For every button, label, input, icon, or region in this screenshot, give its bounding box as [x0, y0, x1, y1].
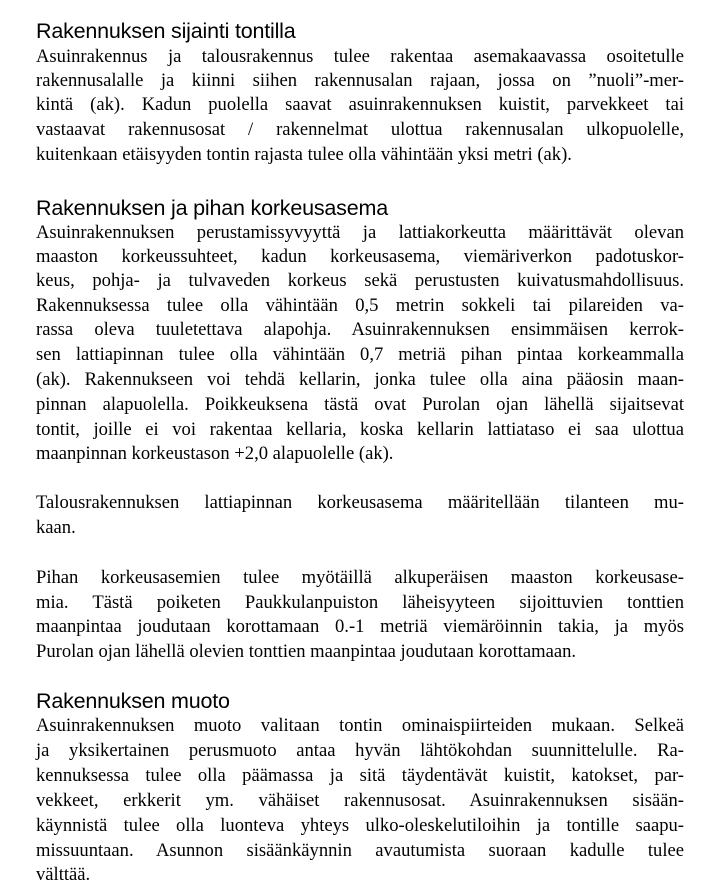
text-line: vastaavat rakennusosat / rakennelmat ulottua rakennusalan ulkopuolelle,	[36, 119, 684, 140]
text-line: Talousrakennuksen lattiapinnan korkeusasema määritellään tilanteen mu-	[36, 492, 684, 513]
text-line: missuuntaan. Asunnon sisäänkäynnin avautumista suoraan kadulle tulee	[36, 840, 684, 861]
text-line: Pihan korkeusasemien tulee myötäillä alkuperäisen maaston korkeusase-	[36, 567, 684, 588]
text-line: rakennusalalle ja kiinni siihen rakennusalan rajaan, jossa on ”nuoli”-mer-	[36, 70, 684, 91]
text-line: maanpinnan korkeustason +2,0 alapuolelle (ak).	[36, 443, 394, 464]
text-line: Asuinrakennus ja talousrakennus tulee rakentaa asemakaavassa osoitetulle	[36, 46, 684, 67]
text-line: mia. Tästä poiketen Paukkulanpuiston läheisyyteen sijoittuvien tonttien	[36, 592, 684, 613]
text-line: keus, pohja- ja tulvaveden korkeus sekä perustusten kuivatusmahdollisuus.	[36, 270, 684, 291]
text-line: pinnan alapuolella. Poikkeuksena tästä ovat Purolan ojan lähellä sijaitsevat	[36, 394, 684, 415]
section-heading-location: Rakennuksen sijainti tontilla	[36, 19, 296, 43]
text-line: tontit, joille ei voi rakentaa kellaria, koska kellarin lattiataso ei saa ulottua	[36, 419, 684, 440]
text-line: maaston korkeussuhteet, kadun korkeusasema, viemäriverkon padotuskor-	[36, 246, 684, 267]
text-line: Asuinrakennuksen muoto valitaan tontin ominaispiirteiden mukaan. Selkeä	[36, 715, 684, 736]
text-line: sen lattiapinnan tulee olla vähintään 0,7 metriä pihan pintaa korkeammalla	[36, 344, 684, 365]
text-line: Rakennuksessa tulee olla vähintään 0,5 metrin sokkeli tai pilareiden va-	[36, 295, 684, 316]
text-line: rassa oleva tuuletettava alapohja. Asuinrakennuksen ensimmäisen kerrok-	[36, 319, 684, 340]
section-heading-elevation: Rakennuksen ja pihan korkeusasema	[36, 196, 388, 220]
text-line: (ak). Rakennukseen voi tehdä kellarin, jonka tulee olla aina pääosin maan-	[36, 369, 684, 390]
text-line: välttää.	[36, 864, 91, 885]
text-line: vekkeet, erkkerit ym. vähäiset rakennusosat. Asuinrakennuksen sisään-	[36, 790, 684, 811]
text-line: maanpintaa joudutaan korottamaan 0.-1 metriä viemäröinnin takia, ja myös	[36, 616, 684, 637]
text-line: kennuksessa tulee olla päämassa ja sitä täydentävät kuistit, katokset, par-	[36, 765, 684, 786]
text-line: käynnistä tulee olla luonteva yhteys ulko-oleskelutiloihin ja tontille saapu-	[36, 815, 684, 836]
text-line: kuitenkaan etäisyyden tontin rajasta tulee olla vähintään yksi metri (ak).	[36, 144, 572, 165]
text-line: ja yksikertainen perusmuoto antaa hyvän lähtökohdan suunnittelulle. Ra-	[36, 740, 684, 761]
text-line: kaan.	[36, 517, 76, 538]
text-line: Asuinrakennuksen perustamissyvyyttä ja lattiakorkeutta määrittävät olevan	[36, 222, 684, 243]
text-line: kintä (ak). Kadun puolella saavat asuinrakennuksen kuistit, parvekkeet tai	[36, 94, 684, 115]
section-heading-shape: Rakennuksen muoto	[36, 689, 230, 713]
text-line: Purolan ojan lähellä olevien tonttien maanpintaa joudutaan korottamaan.	[36, 641, 577, 662]
